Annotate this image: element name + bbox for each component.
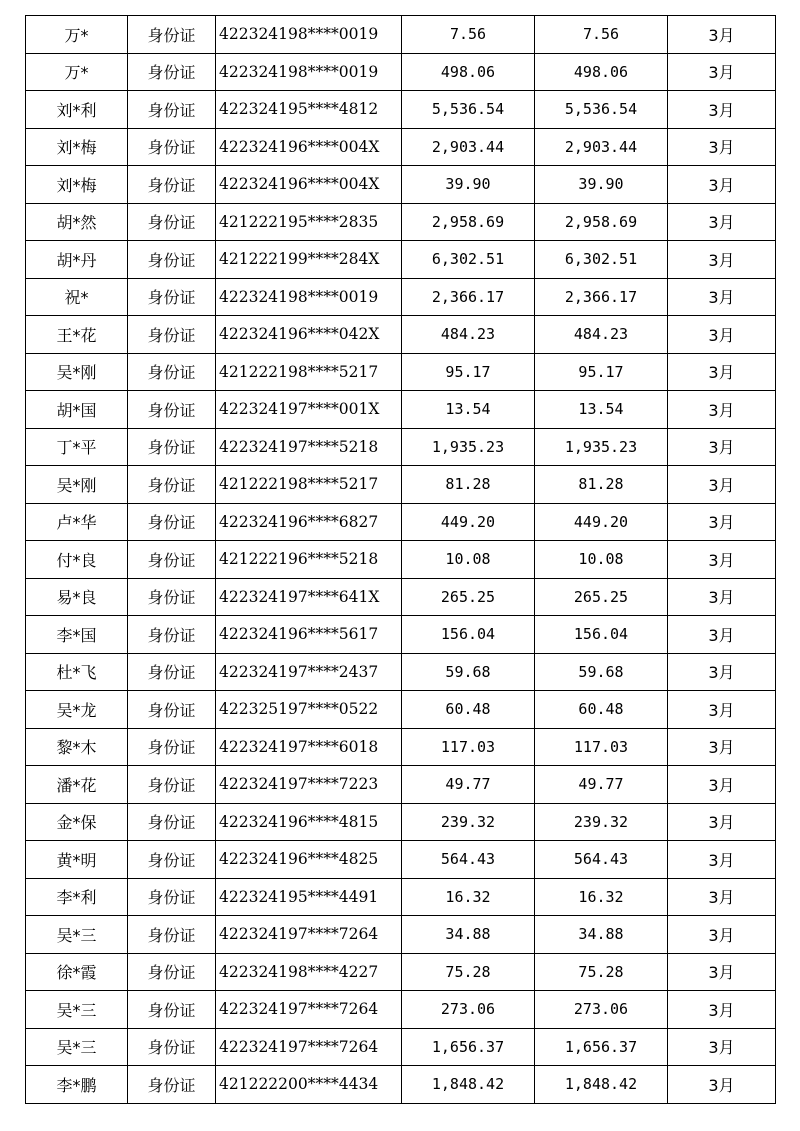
cell-amount-b: 60.48 (535, 691, 668, 729)
cell-amount-a: 59.68 (402, 653, 535, 691)
cell-name: 王*花 (26, 316, 128, 354)
cell-id-number: 421222195****2835 (216, 203, 402, 241)
table-row (26, 53, 776, 91)
cell-month: 3月 (668, 578, 776, 616)
cell-month: 3月 (668, 653, 776, 691)
cell-name: 卢*华 (26, 503, 128, 541)
cell-month: 3月 (668, 616, 776, 654)
cell-month: 3月 (668, 278, 776, 316)
cell-id-number: 422324196****6827 (216, 503, 402, 541)
records-table-body (26, 16, 776, 1104)
cell-amount-a: 75.28 (402, 953, 535, 991)
cell-id-number: 422324195****4491 (216, 878, 402, 916)
table-row (26, 91, 776, 129)
cell-id-number: 421222200****4434 (216, 1066, 402, 1104)
records-table (25, 15, 776, 1104)
table-row (26, 503, 776, 541)
cell-id-number: 421222196****5218 (216, 541, 402, 579)
cell-id-type: 身份证 (128, 953, 216, 991)
cell-amount-a: 10.08 (402, 541, 535, 579)
cell-amount-a: 13.54 (402, 391, 535, 429)
table-row (26, 691, 776, 729)
cell-id-number: 421222198****5217 (216, 466, 402, 504)
table-row (26, 953, 776, 991)
cell-amount-a: 49.77 (402, 766, 535, 804)
cell-amount-b: 49.77 (535, 766, 668, 804)
cell-id-number: 422324197****7264 (216, 916, 402, 954)
cell-month: 3月 (668, 241, 776, 279)
cell-month: 3月 (668, 1066, 776, 1104)
cell-month: 3月 (668, 391, 776, 429)
cell-amount-b: 81.28 (535, 466, 668, 504)
cell-month: 3月 (668, 16, 776, 54)
cell-id-type: 身份证 (128, 691, 216, 729)
cell-name: 易*良 (26, 578, 128, 616)
cell-name: 吴*三 (26, 1028, 128, 1066)
table-row (26, 1028, 776, 1066)
table-row (26, 728, 776, 766)
cell-id-type: 身份证 (128, 1028, 216, 1066)
cell-name: 黎*木 (26, 728, 128, 766)
cell-name: 胡*然 (26, 203, 128, 241)
cell-amount-b: 16.32 (535, 878, 668, 916)
table-row (26, 991, 776, 1029)
cell-name: 付*良 (26, 541, 128, 579)
cell-id-number: 422324197****001X (216, 391, 402, 429)
cell-name: 徐*霞 (26, 953, 128, 991)
cell-amount-b: 75.28 (535, 953, 668, 991)
cell-amount-a: 449.20 (402, 503, 535, 541)
cell-name: 刘*利 (26, 91, 128, 129)
cell-amount-a: 498.06 (402, 53, 535, 91)
cell-name: 胡*丹 (26, 241, 128, 279)
cell-amount-b: 1,656.37 (535, 1028, 668, 1066)
cell-name: 吴*刚 (26, 466, 128, 504)
table-row (26, 203, 776, 241)
cell-id-number: 422324197****7264 (216, 1028, 402, 1066)
cell-name: 杜*飞 (26, 653, 128, 691)
cell-month: 3月 (668, 203, 776, 241)
cell-amount-a: 5,536.54 (402, 91, 535, 129)
cell-month: 3月 (668, 803, 776, 841)
cell-id-number: 422324197****7264 (216, 991, 402, 1029)
cell-amount-a: 16.32 (402, 878, 535, 916)
cell-month: 3月 (668, 691, 776, 729)
cell-amount-b: 156.04 (535, 616, 668, 654)
cell-id-type: 身份证 (128, 766, 216, 804)
table-row (26, 616, 776, 654)
cell-id-type: 身份证 (128, 391, 216, 429)
cell-month: 3月 (668, 503, 776, 541)
cell-amount-a: 239.32 (402, 803, 535, 841)
cell-month: 3月 (668, 953, 776, 991)
cell-amount-b: 13.54 (535, 391, 668, 429)
cell-id-number: 422324196****004X (216, 166, 402, 204)
cell-id-number: 422324196****4825 (216, 841, 402, 879)
cell-month: 3月 (668, 466, 776, 504)
cell-name: 金*保 (26, 803, 128, 841)
cell-month: 3月 (668, 916, 776, 954)
cell-amount-b: 273.06 (535, 991, 668, 1029)
cell-amount-b: 95.17 (535, 353, 668, 391)
cell-amount-a: 156.04 (402, 616, 535, 654)
cell-id-type: 身份证 (128, 878, 216, 916)
table-row (26, 653, 776, 691)
cell-id-number: 422324198****0019 (216, 278, 402, 316)
cell-amount-b: 117.03 (535, 728, 668, 766)
cell-amount-a: 95.17 (402, 353, 535, 391)
cell-id-type: 身份证 (128, 616, 216, 654)
cell-amount-a: 564.43 (402, 841, 535, 879)
cell-amount-b: 6,302.51 (535, 241, 668, 279)
table-row (26, 766, 776, 804)
cell-amount-b: 498.06 (535, 53, 668, 91)
cell-amount-b: 59.68 (535, 653, 668, 691)
cell-month: 3月 (668, 1028, 776, 1066)
cell-id-number: 422324197****5218 (216, 428, 402, 466)
cell-name: 吴*三 (26, 916, 128, 954)
cell-amount-b: 2,903.44 (535, 128, 668, 166)
table-row (26, 353, 776, 391)
cell-id-type: 身份证 (128, 316, 216, 354)
cell-amount-b: 265.25 (535, 578, 668, 616)
cell-id-number: 421222199****284X (216, 241, 402, 279)
cell-id-number: 422324197****2437 (216, 653, 402, 691)
cell-name: 万* (26, 16, 128, 54)
cell-id-type: 身份证 (128, 578, 216, 616)
table-row (26, 241, 776, 279)
table-row (26, 841, 776, 879)
cell-amount-b: 484.23 (535, 316, 668, 354)
cell-name: 万* (26, 53, 128, 91)
cell-month: 3月 (668, 128, 776, 166)
cell-name: 祝* (26, 278, 128, 316)
cell-month: 3月 (668, 728, 776, 766)
cell-month: 3月 (668, 991, 776, 1029)
cell-id-number: 422324197****7223 (216, 766, 402, 804)
cell-name: 刘*梅 (26, 128, 128, 166)
cell-month: 3月 (668, 353, 776, 391)
cell-amount-a: 2,903.44 (402, 128, 535, 166)
cell-id-type: 身份证 (128, 53, 216, 91)
cell-name: 潘*花 (26, 766, 128, 804)
cell-name: 胡*国 (26, 391, 128, 429)
cell-amount-a: 7.56 (402, 16, 535, 54)
cell-id-type: 身份证 (128, 841, 216, 879)
cell-amount-a: 273.06 (402, 991, 535, 1029)
cell-name: 刘*梅 (26, 166, 128, 204)
cell-amount-a: 39.90 (402, 166, 535, 204)
cell-amount-a: 1,848.42 (402, 1066, 535, 1104)
cell-amount-b: 564.43 (535, 841, 668, 879)
cell-month: 3月 (668, 53, 776, 91)
cell-name: 丁*平 (26, 428, 128, 466)
cell-month: 3月 (668, 428, 776, 466)
cell-id-number: 422324196****004X (216, 128, 402, 166)
cell-amount-a: 6,302.51 (402, 241, 535, 279)
table-row (26, 466, 776, 504)
cell-id-type: 身份证 (128, 916, 216, 954)
cell-id-type: 身份证 (128, 128, 216, 166)
cell-id-number: 421222198****5217 (216, 353, 402, 391)
cell-id-number: 422324198****4227 (216, 953, 402, 991)
cell-amount-b: 239.32 (535, 803, 668, 841)
cell-id-type: 身份证 (128, 1066, 216, 1104)
cell-month: 3月 (668, 166, 776, 204)
cell-amount-b: 7.56 (535, 16, 668, 54)
cell-id-type: 身份证 (128, 728, 216, 766)
cell-amount-b: 449.20 (535, 503, 668, 541)
cell-amount-a: 265.25 (402, 578, 535, 616)
cell-amount-b: 5,536.54 (535, 91, 668, 129)
cell-id-type: 身份证 (128, 91, 216, 129)
cell-name: 吴*刚 (26, 353, 128, 391)
cell-amount-a: 1,935.23 (402, 428, 535, 466)
cell-id-type: 身份证 (128, 466, 216, 504)
cell-id-number: 422324198****0019 (216, 16, 402, 54)
cell-month: 3月 (668, 766, 776, 804)
cell-id-number: 422325197****0522 (216, 691, 402, 729)
cell-id-type: 身份证 (128, 203, 216, 241)
cell-id-number: 422324197****641X (216, 578, 402, 616)
cell-month: 3月 (668, 841, 776, 879)
cell-month: 3月 (668, 541, 776, 579)
cell-amount-b: 34.88 (535, 916, 668, 954)
cell-name: 吴*龙 (26, 691, 128, 729)
table-row (26, 16, 776, 54)
cell-id-number: 422324198****0019 (216, 53, 402, 91)
cell-amount-a: 484.23 (402, 316, 535, 354)
cell-id-type: 身份证 (128, 278, 216, 316)
cell-id-type: 身份证 (128, 503, 216, 541)
cell-id-type: 身份证 (128, 241, 216, 279)
cell-month: 3月 (668, 91, 776, 129)
cell-name: 吴*三 (26, 991, 128, 1029)
table-row (26, 316, 776, 354)
table-row (26, 166, 776, 204)
cell-name: 李*国 (26, 616, 128, 654)
cell-id-number: 422324196****4815 (216, 803, 402, 841)
cell-month: 3月 (668, 878, 776, 916)
table-row (26, 278, 776, 316)
cell-amount-a: 60.48 (402, 691, 535, 729)
cell-amount-b: 2,366.17 (535, 278, 668, 316)
cell-id-type: 身份证 (128, 353, 216, 391)
cell-id-number: 422324196****042X (216, 316, 402, 354)
cell-amount-b: 2,958.69 (535, 203, 668, 241)
cell-name: 李*利 (26, 878, 128, 916)
cell-id-type: 身份证 (128, 991, 216, 1029)
cell-id-number: 422324197****6018 (216, 728, 402, 766)
cell-amount-a: 2,366.17 (402, 278, 535, 316)
cell-id-number: 422324195****4812 (216, 91, 402, 129)
cell-amount-a: 2,958.69 (402, 203, 535, 241)
table-row (26, 916, 776, 954)
cell-amount-a: 34.88 (402, 916, 535, 954)
cell-amount-a: 81.28 (402, 466, 535, 504)
cell-id-type: 身份证 (128, 428, 216, 466)
cell-amount-a: 117.03 (402, 728, 535, 766)
cell-id-type: 身份证 (128, 541, 216, 579)
cell-name: 黄*明 (26, 841, 128, 879)
cell-id-number: 422324196****5617 (216, 616, 402, 654)
table-row (26, 1066, 776, 1104)
table-row (26, 878, 776, 916)
table-row (26, 541, 776, 579)
cell-name: 李*鹏 (26, 1066, 128, 1104)
cell-amount-a: 1,656.37 (402, 1028, 535, 1066)
table-row (26, 391, 776, 429)
cell-month: 3月 (668, 316, 776, 354)
table-row (26, 128, 776, 166)
cell-amount-b: 1,848.42 (535, 1066, 668, 1104)
cell-id-type: 身份证 (128, 653, 216, 691)
cell-amount-b: 39.90 (535, 166, 668, 204)
cell-amount-b: 10.08 (535, 541, 668, 579)
cell-amount-b: 1,935.23 (535, 428, 668, 466)
cell-id-type: 身份证 (128, 166, 216, 204)
cell-id-type: 身份证 (128, 803, 216, 841)
table-row (26, 578, 776, 616)
table-row (26, 428, 776, 466)
cell-id-type: 身份证 (128, 16, 216, 54)
table-row (26, 803, 776, 841)
